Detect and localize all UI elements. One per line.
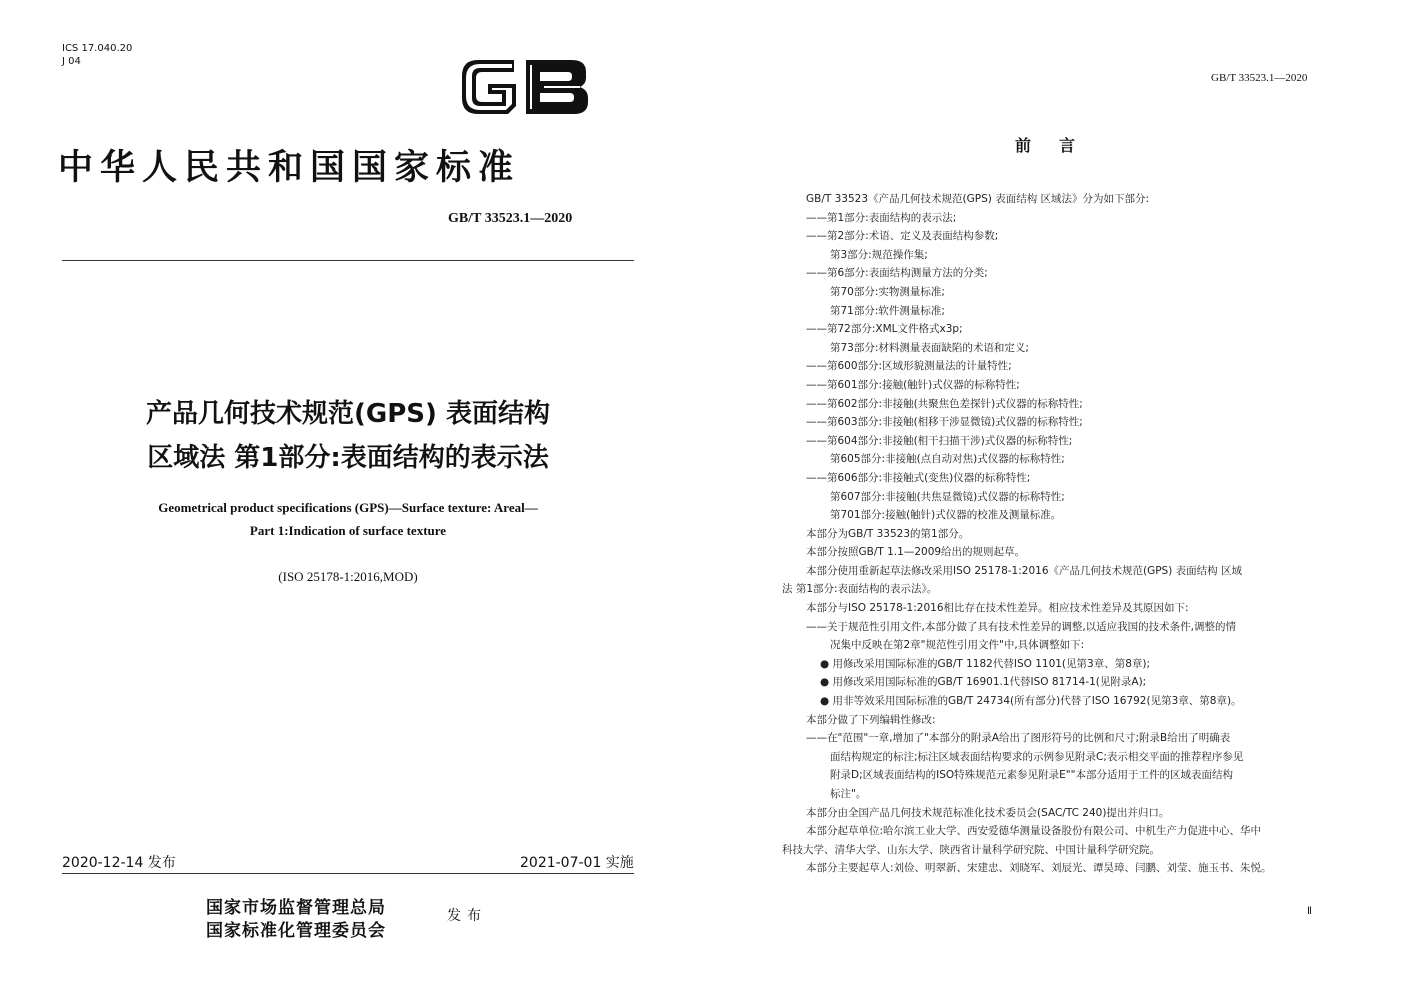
foreword-line: 本部分使用重新起草法修改采用ISO 25178-1:2016《产品几何技术规范(GPS) 表面结构 区域 xyxy=(806,564,1242,577)
top-divider xyxy=(62,260,634,261)
foreword-line: ——第6部分:表面结构测量方法的分类; xyxy=(806,267,988,280)
issue-date: 2020-12-14 发布 xyxy=(62,855,176,871)
issuer-line-1: 国家市场监督管理总局 xyxy=(206,898,386,918)
foreword-line: ——第606部分:非接触式(变焦)仪器的标称特性; xyxy=(806,471,1031,484)
foreword-line: 第70部分:实物测量标准; xyxy=(830,285,945,298)
classification-codes xyxy=(62,42,132,68)
foreword-line: ——第601部分:接触(触针)式仪器的标称特性; xyxy=(806,378,1020,391)
foreword-line: 本部分由全国产品几何技术规范标准化技术委员会(SAC/TC 240)提出并归口。 xyxy=(806,806,1170,819)
chinese-title-line-1: 产品几何技术规范(GPS) 表面结构 xyxy=(146,399,550,429)
foreword-line: 第73部分:材料测量表面缺陷的术语和定义; xyxy=(830,341,1029,354)
foreword-line: ——第2部分:术语、定义及表面结构参数; xyxy=(806,230,999,243)
ics-code: ICS 17.040.20 xyxy=(62,43,133,54)
foreword-line: 本部分起草单位:哈尔滨工业大学、西安爱德华测量设备股份有限公司、中机生产力促进中心、华中 xyxy=(806,825,1262,838)
foreword-line: 第607部分:非接触(共焦显微镜)式仪器的标称特性; xyxy=(830,490,1065,503)
standard-number: GB/T 33523.1—2020 xyxy=(448,211,573,226)
foreword-line: 标注"。 xyxy=(830,788,867,800)
foreword-line: 本部分为GB/T 33523的第1部分。 xyxy=(806,527,970,540)
foreword-line: 本部分主要起草人:刘俭、明翠新、宋建忠、刘晓军、刘辰光、谭昊璋、闫鹏、刘莹、施玉书、朱悦。 xyxy=(806,862,1272,875)
foreword-line: ——第603部分:非接触(相移干涉显微镜)式仪器的标称特性; xyxy=(806,416,1083,429)
foreword-line: GB/T 33523《产品几何技术规范(GPS) 表面结构 区域法》分为如下部分: xyxy=(806,193,1150,205)
foreword-line: ——在"范围"一章,增加了"本部分的附录A给出了图形符号的比例和尺寸;附录B给出了明确表 xyxy=(806,732,1231,745)
gb-logo-icon xyxy=(456,50,594,124)
foreword-line: 本部分按照GB/T 1.1—2009给出的规则起草。 xyxy=(806,546,1026,559)
foreword-line: 面结构规定的标注;标注区域表面结构要求的示例参见附录C;表示相交平面的推荐程序参见 xyxy=(830,750,1244,763)
header-standard-number: GB/T 33523.1—2020 xyxy=(1211,72,1308,84)
foreword-line: 况集中反映在第2章"规范性引用文件"中,具体调整如下: xyxy=(830,639,1085,652)
foreword-line: 第71部分:软件测量标准; xyxy=(830,304,945,317)
foreword-line: ——第600部分:区域形貌测量法的计量特性; xyxy=(806,360,1012,373)
page-number: Ⅱ xyxy=(1307,906,1312,917)
english-title-line-2: Part 1:Indication of surface texture xyxy=(249,523,447,538)
iso-reference: (ISO 25178-1:2016,MOD) xyxy=(278,569,418,584)
foreword-heading: 前言 xyxy=(1015,136,1104,155)
foreword-line: ——第1部分:表面结构的表示法; xyxy=(806,211,957,224)
foreword-line: 本部分做了下列编辑性修改: xyxy=(806,713,936,726)
foreword-line: 第605部分:非接触(点自动对焦)式仪器的标称特性; xyxy=(830,453,1065,466)
issuer-line-2: 国家标准化管理委员会 xyxy=(206,921,386,941)
chinese-title-line-2: 区域法 第1部分:表面结构的表示法 xyxy=(147,443,549,473)
foreword-line: 附录D;区域表面结构的ISO特殊规范元素参见附录E""本部分适用于工件的区域表面结构 xyxy=(830,769,1233,782)
publish-label: 发布 xyxy=(447,908,487,924)
foreword-body xyxy=(782,190,1332,878)
foreword-line: ——第72部分:XML文件格式x3p; xyxy=(806,323,963,336)
english-title-line-1: Geometrical product specifications (GPS)—Surface texture: Areal— xyxy=(158,500,538,515)
standard-type-title: 中华人民共和国国家标准 xyxy=(58,147,521,188)
foreword-line: 本部分与ISO 25178-1:2016相比存在技术性差异。相应技术性差异及其原因如下: xyxy=(806,602,1189,615)
foreword-line: 科技大学、清华大学、山东大学、陕西省计量科学研究院、中国计量科学研究院。 xyxy=(782,843,1160,856)
foreword-line: ● 用修改采用国际标准的GB/T 1182代替ISO 1101(见第3章、第8章); xyxy=(820,657,1151,670)
foreword-line: ● 用修改采用国际标准的GB/T 16901.1代替ISO 81714-1(见附录A); xyxy=(820,676,1147,689)
foreword-line: ——关于规范性引用文件,本部分做了具有技术性差异的调整,以适应我国的技术条件,调整的情 xyxy=(806,620,1237,633)
cover-page xyxy=(0,0,700,1000)
ccs-code: J 04 xyxy=(62,56,81,67)
bottom-divider xyxy=(62,873,634,874)
foreword-line: ● 用非等效采用国际标准的GB/T 24734(所有部分)代替了ISO 16792(见第3章、第8章)。 xyxy=(820,695,1242,708)
implementation-date: 2021-07-01 实施 xyxy=(520,855,634,871)
foreword-line: 第3部分:规范操作集; xyxy=(830,248,928,261)
foreword-line: ——第604部分:非接触(相干扫描干涉)式仪器的标称特性; xyxy=(806,434,1073,447)
foreword-line: 第701部分:接触(触针)式仪器的校准及测量标准。 xyxy=(830,509,1062,522)
foreword-line: 法 第1部分:表面结构的表示法》。 xyxy=(782,583,938,596)
foreword-line: ——第602部分:非接触(共聚焦色差探针)式仪器的标称特性; xyxy=(806,397,1083,410)
